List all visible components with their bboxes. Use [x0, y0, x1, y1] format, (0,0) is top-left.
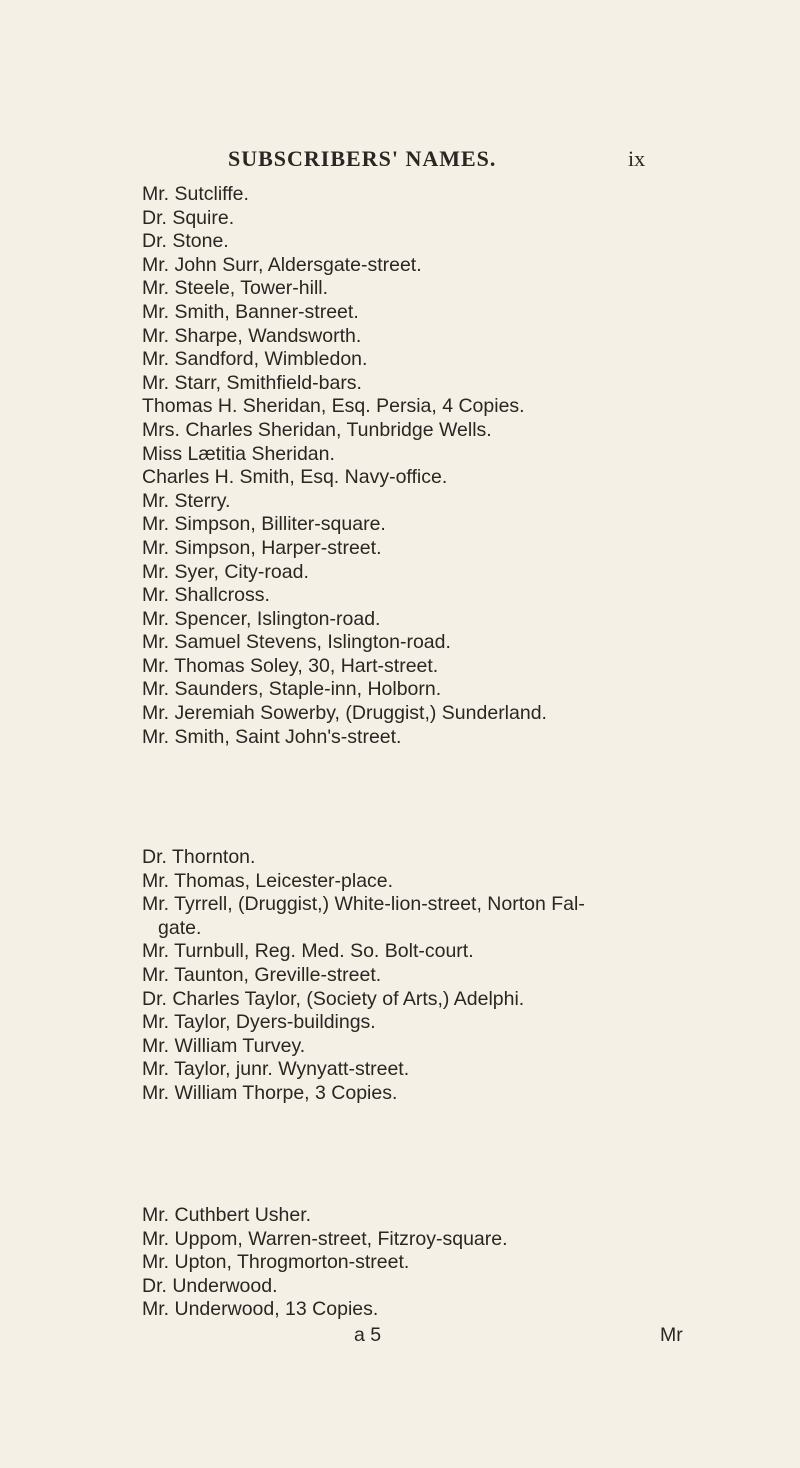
subscriber-entry: Mr. Cuthbert Usher.: [142, 1204, 312, 1226]
subscriber-entry: Mrs. Charles Sheridan, Tunbridge Wells.: [142, 418, 492, 441]
subscriber-entry: Mr. Uppom, Warren-street, Fitzroy-square.: [142, 1227, 508, 1250]
subscriber-entry: Mr. Sutcliffe.: [142, 183, 249, 205]
subscriber-entry: Mr. Simpson, Harper-street.: [142, 536, 382, 559]
subscriber-entry: Mr. Underwood, 13 Copies.: [142, 1298, 379, 1321]
subscriber-entry: Mr. William Thorpe, 3 Copies.: [142, 1081, 398, 1104]
subscriber-entry: Mr. Taylor, Dyers-buildings.: [142, 1011, 376, 1034]
subscriber-entry: Mr. Smith, Saint John's-street.: [142, 725, 402, 748]
subscriber-entry: Mr. Syer, City-road.: [142, 560, 309, 583]
subscriber-entry: Mr. Turnbull, Reg. Med. So. Bolt-court.: [142, 940, 474, 963]
subscriber-entry: Mr. Saunders, Staple-inn, Holborn.: [142, 678, 442, 701]
subscriber-entry: Dr. Thornton.: [142, 846, 256, 868]
subscriber-entry: Mr. Sharpe, Wandsworth.: [142, 324, 362, 347]
subscriber-entry: Mr. Thomas, Leicester-place.: [142, 869, 394, 892]
subscriber-entry: Dr. Charles Taylor, (Society of Arts,) Adelphi.: [142, 987, 525, 1010]
subscriber-entry: Mr. William Turvey.: [142, 1034, 306, 1057]
subscriber-entry: Mr. Starr, Smithfield-bars.: [142, 371, 362, 394]
page-header: [0, 146, 800, 176]
signature-mark: a 5: [354, 1324, 382, 1346]
subscriber-entry: Mr. Jeremiah Sowerby, (Druggist,) Sunderland.: [142, 702, 547, 725]
subscriber-list-s: [142, 183, 782, 749]
subscriber-entry: Mr. Steele, Tower-hill.: [142, 277, 329, 300]
subscriber-entry: Mr. Shallcross.: [142, 584, 270, 607]
subscriber-entry: Mr. Taylor, junr. Wynyatt-street.: [142, 1058, 410, 1081]
subscriber-entry: Dr. Stone.: [142, 230, 229, 253]
page-footer: [0, 1324, 800, 1350]
subscriber-entry: Mr. Upton, Throgmorton-street.: [142, 1251, 410, 1274]
subscriber-entry: Mr. Sandford, Wimbledon.: [142, 348, 368, 371]
subscriber-entry: Dr. Squire.: [142, 206, 235, 229]
subscriber-entry: Charles H. Smith, Esq. Navy-office.: [142, 466, 448, 489]
subscriber-entry: Mr. John Surr, Aldersgate-street.: [142, 253, 422, 276]
subscriber-entry: Mr. Sterry.: [142, 489, 231, 512]
subscriber-list-t: [142, 846, 782, 1106]
subscriber-entry: Mr. Tyrrell, (Druggist,) White-lion-street, Norton Fal-: [142, 893, 585, 916]
subscriber-entry: Mr. Simpson, Billiter-square.: [142, 513, 386, 536]
subscriber-entry: Mr. Spencer, Islington-road.: [142, 607, 381, 630]
subscriber-entry: Mr. Smith, Banner-street.: [142, 300, 359, 323]
page-number: ix: [628, 146, 646, 171]
running-title: SUBSCRIBERS' NAMES.: [228, 146, 497, 171]
subscriber-entry: Thomas H. Sheridan, Esq. Persia, 4 Copies.: [142, 395, 525, 418]
subscriber-entry: Miss Lætitia Sheridan.: [142, 442, 335, 465]
catchword: Mr: [660, 1324, 683, 1346]
subscriber-entry: Mr. Taunton, Greville-street.: [142, 963, 382, 986]
subscriber-list-u: [142, 1204, 782, 1322]
subscriber-entry: Mr. Thomas Soley, 30, Hart-street.: [142, 654, 439, 677]
subscriber-entry: gate.: [158, 916, 202, 939]
subscriber-entry: Mr. Samuel Stevens, Islington-road.: [142, 631, 451, 654]
subscriber-entry: Dr. Underwood.: [142, 1274, 278, 1297]
